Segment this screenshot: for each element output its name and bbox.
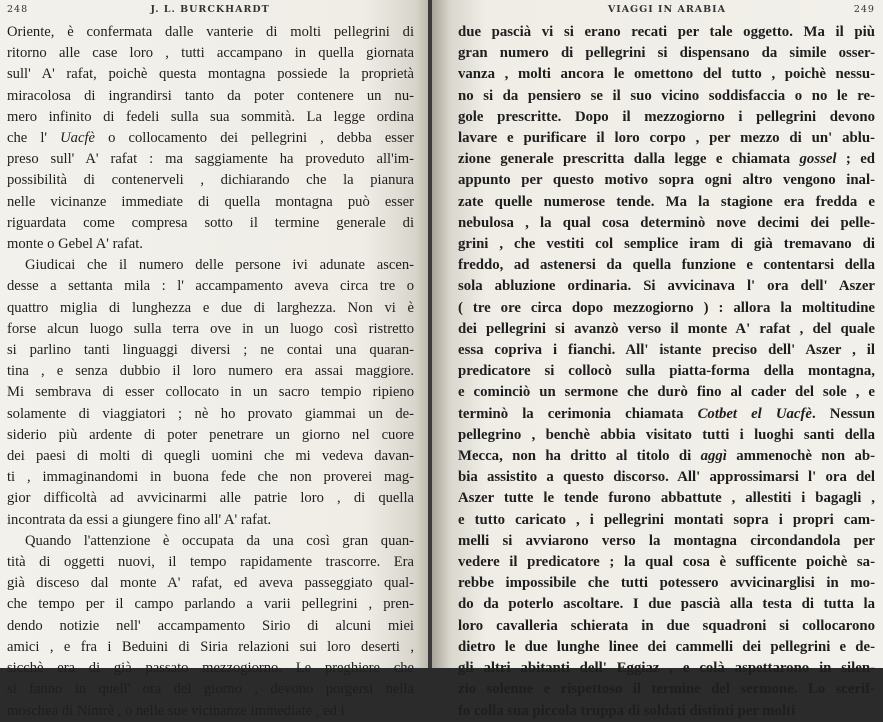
- text-line: ritorno alle case loro , tutti accampano in quella giornata: [7, 45, 414, 62]
- text-line: grini , che vestiti col semplice iram di già tremavano di: [458, 236, 875, 253]
- text-line: solamente di viaggiatori ; nè ho provato giammai un de-: [7, 405, 414, 422]
- text-line: quattro miglia di lunghezza e due di larghezza. Non vi è: [7, 299, 414, 316]
- text-line: terminò la cerimonia chiamata Cotbet el Uacfè. Nessun: [458, 405, 875, 422]
- right-body-text: [458, 22, 875, 722]
- text-line: gli altri abitanti dell' Eggiaz , e colà aspettarono in silen-: [458, 660, 875, 677]
- text-line: forse alcun luogo sulla terra ove in un luogo così ristretto: [7, 320, 414, 337]
- text-line: due pascià vi si erano recati per tale oggetto. Ma il più: [458, 24, 875, 40]
- text-line: si fanno in quell' ora del giorno , devono porgersi nella: [7, 681, 414, 698]
- text-line: mero infinito di fedeli sulla sua sommità. La legge ordina: [7, 108, 414, 125]
- text-line: Oriente, è confermata dalle vanterie di molti pellegrini di: [7, 24, 414, 40]
- text-line: desse a settanta mila : l' accampamento aveva circa tre o: [7, 278, 414, 295]
- text-line: vanza , molti ancora le omettono del tutto , poichè nessu-: [458, 66, 875, 83]
- text-line: ti , immaginandomi in buona fede che non proverei mag-: [7, 469, 414, 486]
- text-line: già disceso dal monte A' rafat, ed aveva passeggiato qual-: [7, 575, 414, 592]
- text-line: melli si avviarono verso la montagna circondandola per: [458, 532, 875, 549]
- text-line: zione generale prescritta dalla legge e chiamata gossel ; ed: [458, 151, 875, 168]
- text-line: dietro le due lunghe linee dei cammelli dei pellegrini e de-: [458, 638, 875, 655]
- text-line: incontrata da essi a giungere fino all' A' rafat.: [7, 511, 272, 528]
- text-line: rebbe impossibile che tutti potessero avvicinarglisi in mo-: [458, 575, 875, 592]
- text-line: dei paesi di molti di quegli uomini che mi vedeva davan-: [7, 448, 414, 465]
- text-line: appunto per questo motivo sopra ogni altro vengono inal-: [458, 172, 875, 189]
- text-line: che l' Uacfè o collocamento dei pellegrini , debba esser: [7, 130, 415, 147]
- text-line: tina , e senza dubbio il loro numero era assai maggiore.: [7, 363, 414, 380]
- left-body-text: [7, 22, 414, 722]
- text-line: miracolosa di ingrandirsi tanto da poter contenere un nu-: [7, 87, 414, 104]
- right-page: [432, 0, 883, 719]
- italic-term: gossel: [799, 151, 837, 168]
- text-line: nebulosa , la qual cosa determinò nove decimi dei pelle-: [458, 214, 875, 231]
- italic-term: Cotbet el Uacfè: [697, 405, 812, 422]
- text-line: e tutto caricato , i pellegrini montati sopra i propri cam-: [458, 511, 875, 528]
- text-line: predicatore si collocò sulla piatta-forma della montagna,: [458, 363, 875, 380]
- running-title-right: VIAGGI IN ARABIA: [607, 4, 726, 15]
- text-line: zate quelle numerose tende. Ma la stagione era fredda e: [458, 193, 875, 210]
- text-line: Mecca, non ha dritto al titolo di aggì ammenochè non ab-: [458, 448, 876, 465]
- right-running-head: [458, 4, 875, 22]
- text-line: gran numero di pellegrini si dispensano da simile osser-: [458, 45, 875, 62]
- paragraph: [7, 531, 414, 722]
- text-line: si parlino tanti linguaggi diversi ; ne contai una quaran-: [7, 342, 414, 359]
- text-line: lavare e purificare il loro corpo , per mezzo di un' ablu-: [458, 130, 875, 147]
- italic-term: aggì: [700, 448, 727, 465]
- text-line: sull' A' rafat, poichè questa montagna possiede la proprietà: [7, 66, 414, 83]
- text-line: riguardata come compresa sotto il termine generale di: [7, 214, 414, 231]
- italic-term: Uacfè: [60, 130, 95, 147]
- text-line: tità di oggetti nuovi, il tempo rapidamente trascorre. Era: [7, 554, 414, 571]
- text-line: do da poterlo ascoltare. I due pascià alla testa di tutta la: [458, 596, 875, 613]
- text-line: sola abluzione ordinaria. Si avvicinava l' ora dell' Aszer: [458, 278, 875, 295]
- text-line: moschea di Nimrè , o nelle sue vicinanze immediate , ed i: [7, 702, 345, 719]
- text-line: Mi sembrava di esser collocato in un sacro tempio ripieno: [7, 384, 414, 401]
- text-line: loro cavalleria schierata in due squadroni si collocarono: [458, 617, 875, 634]
- text-line: essa copriva i fianchi. All' istante preciso dell' Aszer , il: [458, 342, 875, 359]
- left-running-head: [7, 4, 414, 22]
- text-line: zio solenne e rispettoso il termine del sermone. Lo scerif-: [458, 681, 875, 698]
- paragraph: [458, 22, 875, 722]
- text-line: che tempo per il campo parlando a varii pellegrini , pren-: [7, 596, 414, 613]
- text-line: sicchè era di già passato mezzogiorno. Le preghiere che: [7, 660, 414, 677]
- text-line: freddo, ad astenersi da quella funzione e contentarsi della: [458, 257, 875, 274]
- text-line: fo colla sua piccola truppa di soldati distinti per molti: [458, 702, 796, 719]
- left-page: [0, 0, 428, 719]
- page-number-right: 249: [853, 4, 875, 15]
- text-line: gior difficoltà ad avvicinarmi alle patrie loro , di quella: [7, 490, 414, 507]
- text-line: Aszer tutte le tende furono abbattute , allestiti i bagagli ,: [458, 490, 875, 507]
- text-line: monte o Gebel A' rafat.: [7, 236, 143, 253]
- text-line: bia assistito a questo discorso. All' approssimarsi l' ora del: [458, 469, 875, 486]
- text-line: ( tre ore circa dopo mezzogiorno ) : allora la moltitudine: [458, 299, 875, 316]
- text-line: preso sull' A' rafat : ma saggiamente ha proveduto all'im-: [7, 151, 414, 168]
- text-line: e cominciò un sermone che durò fino al cader del sole , e: [458, 384, 875, 401]
- text-line: siderio più ardente di poter penetrare un giorno nel cuore: [7, 426, 414, 443]
- text-line: nelle vicinanze immediate di quella montagna può esser: [7, 193, 414, 210]
- text-line: dendo notizie nell' accampamento Sirio di alcuni miei: [7, 617, 414, 634]
- text-line: no si da pensiero se il suo vicino soddisfaccia o no le re-: [458, 87, 875, 104]
- text-line: Quando l'attenzione è occupata da una così gran quan-: [25, 532, 414, 549]
- page-number-left: 248: [7, 4, 29, 15]
- text-line: possibilità di contenerveli , dichiarando che la pianura: [7, 172, 414, 189]
- paragraph: [7, 255, 414, 531]
- text-line: pellegrino , benchè abbia visitato tutti i luoghi santi della: [458, 426, 875, 443]
- text-line: vedere il predicatore ; la qual cosa è sufficente poichè sa-: [458, 554, 875, 571]
- paragraph: [7, 22, 414, 255]
- text-line: Giudicai che il numero delle persone ivi adunate ascen-: [25, 257, 414, 274]
- text-line: amici , e fra i Beduini di Siria relazioni sui loro deserti ,: [7, 638, 414, 655]
- text-line: dei pellegrini si avanzò verso il monte A' rafat , del quale: [458, 320, 875, 337]
- running-title-left: J. L. BURCKHARDT: [150, 4, 270, 15]
- text-line: gole prescritte. Dopo il mezzogiorno i pellegrini devono: [458, 108, 875, 125]
